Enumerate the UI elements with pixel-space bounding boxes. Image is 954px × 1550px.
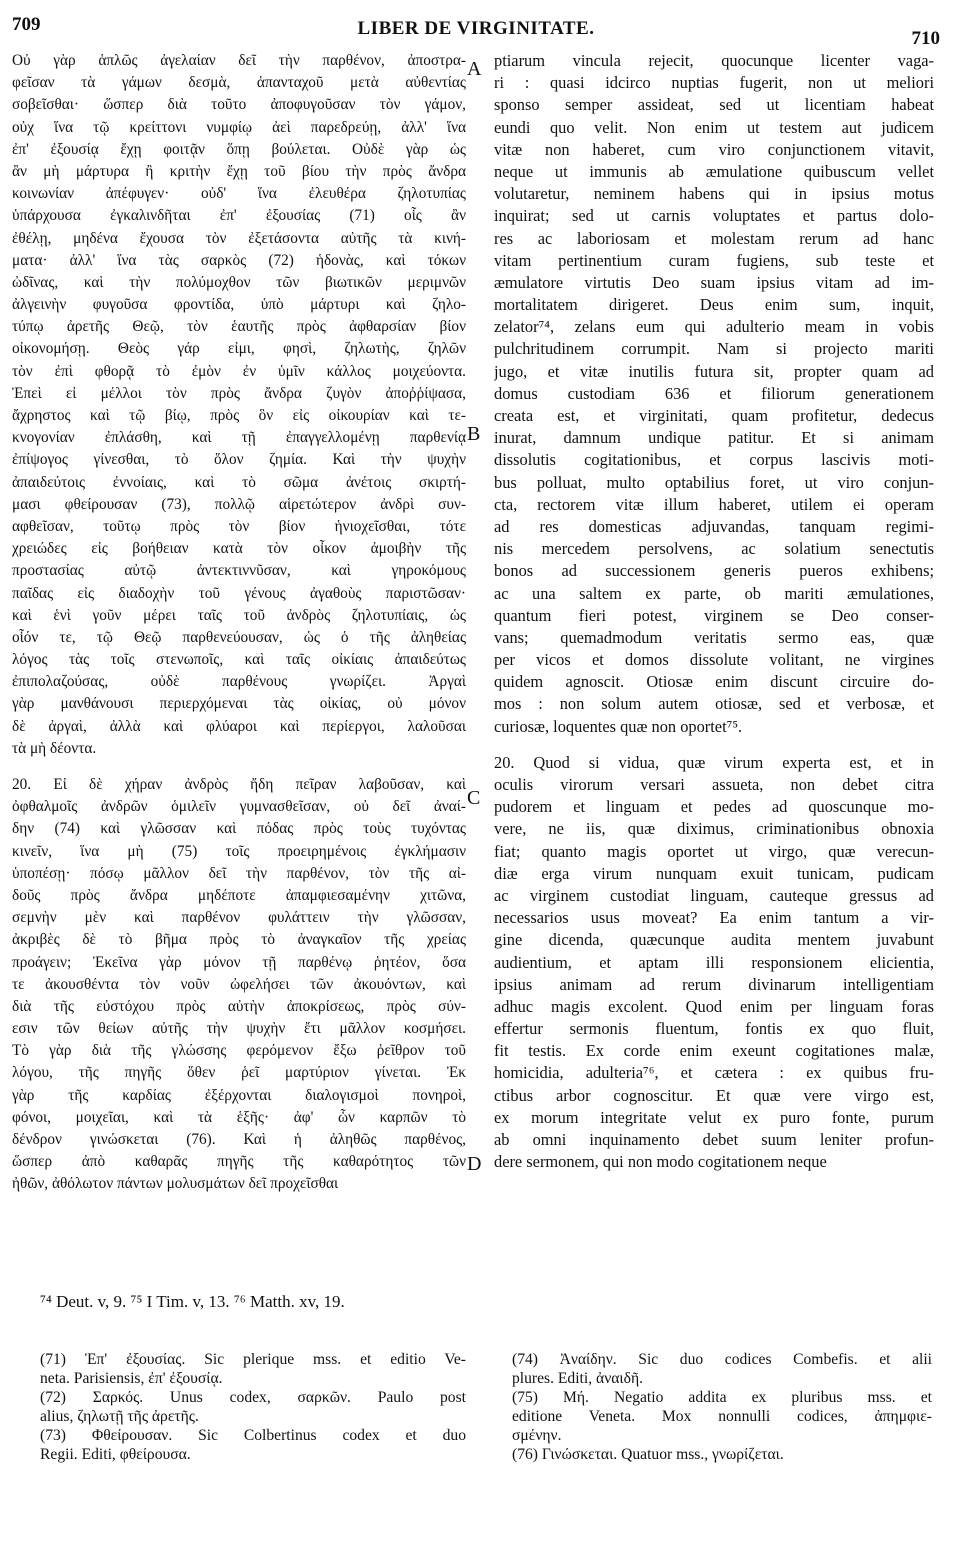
text-line: volutaretur, neminem habens qui in ipsius motus — [494, 184, 934, 204]
text-line: τε ἀκουσθέντα τὸν νοῦν ὠφελήσει τῶν ἀκουόντων, καὶ — [12, 975, 466, 993]
latin-column — [494, 50, 934, 1173]
text-line: μασι φθείρουσαν (73), πολλῷ αἱρετώτερον ἀνδρὶ συν- — [12, 495, 466, 513]
text-line: ἐθέλῃ, μηδένα ἔχουσα τὸν ἐξετάσοντα αὐτῆς τὰ κινή- — [12, 229, 466, 247]
text-line: bus polluat, multo optabilius foret, ut viro conjun- — [494, 472, 934, 492]
text-line: audientium, et aptam illi responsionem elicientia, — [494, 952, 934, 972]
text-line: ad res domesticas adjuvandas, tanquam regimi- — [494, 516, 934, 536]
running-header — [12, 10, 940, 48]
text-line: curiosæ, loquentes quæ non oportet⁷⁵. — [494, 716, 743, 736]
footnote-line: plures. Editi, ἀναιδῆ. — [512, 1370, 644, 1387]
text-line: γὰρ μανθάνουσι περιερχόμεναι τὰς οἰκίας, οὐ μόνον — [12, 695, 466, 713]
margin-letter-b: B — [467, 423, 481, 445]
text-line: αφθεῖσαν, τοῦτῳ πρὸς τὸν βίον ἡνιοχεῖσθαι, τότε — [12, 517, 466, 535]
text-line: ἀλγεινὴν φυγοῦσα φροντίδα, ὑπὸ μάρτυρι καὶ ζηλο- — [12, 296, 466, 314]
text-line: σοβεῖσθαι· ὥσπερ διὰ τοῦτο ἀποφυγοῦσαν τὸν γάμον, — [12, 96, 466, 114]
text-line: mortalitatem dirigeret. Deus enim sum, inquit, — [494, 295, 934, 315]
text-line: adhuc magis excolent. Quod enim per linguam foras — [494, 996, 934, 1016]
text-line: δην (74) καὶ γλῶσσαν καὶ πόδας πρὸς τοὺς τυχόντας — [12, 820, 466, 838]
text-line: φόνοι, μοιχεῖαι, καὶ τὰ ἑξῆς· ἀφ' ὧν καρπῶν τὸ — [12, 1108, 466, 1126]
text-line: jugo, et vitæ inutilis futura sit, propter quam ad — [494, 361, 934, 381]
text-line: per vicos et domos dissolute volitant, ne virgines — [494, 650, 934, 670]
text-line: effertur sermonis fluentum, fontis ex quo fluit, — [494, 1019, 934, 1039]
text-line: zelator⁷⁴, zelans eum qui adulterio meam in vobis — [494, 317, 934, 337]
text-line: τὸν ἐπὶ φθορᾷ τὸ ἐμὸν ἐν ὑμῖν κάλλος μοιχεύοντα. — [12, 362, 466, 380]
footnote-line: (71) Ἐπ' ἐξουσίας. Sic plerique mss. et editio Ve- — [40, 1351, 466, 1368]
text-line: ὑπάρχουσα ἐγκαλινδῆται ἐπ' ἐξουσίας (71) οἷς ἂν — [12, 207, 466, 225]
text-line: quantum fieri potest, virginem se Deo conser- — [494, 605, 934, 625]
text-line: oculis virorum versari assueta, non debet citra — [494, 775, 934, 794]
text-line: vere, ne iis, quæ diximus, criminationibus obnoxia — [494, 819, 934, 839]
text-line: ὀφθαλμοῖς ἀνδρῶν ὁμιλεῖν γυμνασθεῖσαν, οὐ δεῖ ἀναί- — [12, 798, 466, 816]
footnote-line: editione Veneta. Mox nonnulli codices, ἀπημφιε- — [512, 1408, 932, 1425]
text-line: dissolutis cogitationibus, et corpus lascivis moti- — [494, 450, 934, 470]
footnotes-left — [40, 1350, 466, 1464]
text-line: ipsius animam ad rerum divinarum intelligentiam — [494, 974, 934, 994]
text-line: neque ut immunis ab æmulatione quibuscum vellet — [494, 161, 934, 181]
page-number-left: 709 — [12, 14, 41, 35]
text-line: ἀπαιδεύτοις ἐννοίαις, καὶ τὸ σῶμα ἀνέτοις σκιρτή- — [12, 473, 466, 491]
text-line: κοινωνίαν ἀπέφυγεν· οὐδ' ἵνα ἐλευθέρα ζηλοτυπίας — [12, 185, 466, 203]
text-line: οὐχ ἵνα τῷ κρείττονι νυμφίῳ ἀεὶ παρεδρεύῃ, ἀλλ' ἵνα — [12, 118, 466, 136]
footnote-line: Regii. Editi, φθείρουσα. — [40, 1446, 191, 1463]
footnote-line: alius, ζηλωτῇ τῆς ἀρετῆς. — [40, 1408, 199, 1425]
margin-letter-c: C — [467, 787, 481, 809]
greek-column — [12, 50, 466, 1196]
text-line: Οὐ γὰρ ἁπλῶς ἀγελαίαν δεῖ τὴν παρθένον, ἀποστρα- — [12, 52, 466, 69]
text-line: ex morum integritate velut ex puro fonte, purum — [494, 1107, 934, 1127]
text-line: δένδρον γινώσκεται (76). Καὶ ἡ ἀληθῶς παρθένος, — [12, 1131, 466, 1148]
text-line: ptiarum vincula rejecit, quocunque licenter vaga- — [494, 51, 934, 70]
text-line: vitam pertinentium curam fugiens, sub teste et — [494, 250, 934, 270]
text-line: καὶ ἑνὶ γοῦν μέρει ταῖς τοῦ ἀνδρὸς ζηλοτυπίαις, ὡς — [12, 606, 466, 624]
text-line: δὲ ἀργαὶ, ἀλλὰ καὶ φλύαροι καὶ περίεργοι, λαλοῦσαι — [12, 717, 466, 735]
text-line: ἂν μὴ μάρτυρα ἢ κριτὴν ἔχῃ τοῦ βίου τὴν πρὸς ἄνδρα — [12, 162, 466, 180]
text-line: φεῖσαν τὰ γάμων δεσμὰ, ἁπανταχοῦ μετὰ αὐθεντίας — [12, 74, 466, 92]
footnote-line: (76) Γινώσκεται. Quatuor mss., γνωρίζεται. — [512, 1446, 784, 1463]
text-line: necessarios usus moveat? Ea enim tantum a vir- — [494, 908, 934, 928]
text-line: κινεῖν, ἵνα μὴ (75) τοῖς προειρημένοις ἐγκλήμασιν — [12, 842, 466, 860]
text-line: χρειώδες εἰς βοήθειαν κατὰ τὸν οἶκον ἀμοιβὴν τῆς — [12, 540, 466, 558]
footnote-line: (74) Ἀναίδην. Sic duo codices Combefis. et alii — [512, 1351, 932, 1368]
text-line: λόγος τὰς τοῖς στενωποῖς, καὶ ταῖς οἰκίαις ἀπαιδεύτως — [12, 651, 466, 669]
text-line: Τὸ γὰρ διὰ τῆς γλώσσης φερόμενον ἔξω ῥεῖθρον τοῦ — [12, 1042, 466, 1060]
text-line: dere sermonem, qui non modo cogitationem neque — [494, 1152, 827, 1172]
text-line: eundi quo velit. Non enim ut testem aut judicem — [494, 117, 934, 137]
text-line: mos : non solum autem otiosæ, sed et verbosæ, et — [494, 694, 934, 714]
text-line: διὰ τῆς εὐστόχου πρὸς αὐτὴν ἀποκρίσεως, πρὸς σύν- — [12, 997, 466, 1015]
footnotes-right — [512, 1350, 932, 1464]
text-line: pulchritudinem corrumpit. Nam si projecto mariti — [494, 339, 934, 359]
text-line: ab omni inquinamento debet suum leniter profun- — [494, 1130, 934, 1149]
text-line: diæ erga virum nunquam exuit tunicam, pudicam — [494, 863, 934, 883]
text-line: οἷόν τε, τῷ Θεῷ παρθενεύουσαν, ὡς ὁ τῆς ἀληθείας — [12, 628, 466, 646]
text-line: ὠδῖνας, καὶ τὴν πολύμοχθον τῶν βιωτικῶν μεριμνῶν — [12, 273, 466, 291]
text-line: οἰκονομήσῃ. Θεὸς γάρ εἰμι, φησὶ, ζηλωτὴς, ζηλῶν — [12, 340, 466, 358]
text-line: ὥσπερ ἀπὸ καθαρᾶς πηγῆς τῆς καθαρότητος τῶν — [12, 1153, 466, 1171]
text-line: sponso semper assideat, sed ut licentiam habeat — [494, 95, 934, 115]
text-line: ἠθῶν, ἀθόλωτον πάντων μολυσμάτων δεῖ προχεῖσθαι — [12, 1175, 339, 1193]
text-line: παῖδας εἰς διαδοχὴν τοῦ γένους ἀγαθοὺς παριστῶσαν· — [12, 584, 466, 602]
scripture-references: ⁷⁴ Deut. v, 9. ⁷⁵ I Tim. v, 13. ⁷⁶ Matth. xv, 19. — [40, 1292, 345, 1311]
text-line: κνογονίαν ἐπλάσθη, καὶ τῇ ἐπαγγελλομένῃ παρθενίᾳ — [12, 429, 466, 447]
text-line: ἐπ' ἐξουσίᾳ ἔχῃ φοιτᾷν ὅπῃ βούλεται. Οὐδὲ γὰρ ὡς — [12, 140, 466, 158]
footnote-line: (73) Φθείρουσαν. Sic Colbertinus codex et duo — [40, 1427, 466, 1444]
page-number-right: 710 — [911, 28, 940, 49]
text-line: vitæ non haberet, cum viro conjunctionem vitavit, — [494, 139, 934, 159]
text-line: ctibus arbor cognoscitur. Et quæ vere virgo est, — [494, 1085, 934, 1105]
text-line: εσιν τῶν θείων αὐτῆς τὴν ψυχὴν ἔτι μᾶλλον κοσμήσει. — [12, 1020, 466, 1038]
text-line: σεμνὴν μὲν καὶ παρθένον φυλάττειν τὴν γλῶσσαν, — [12, 909, 466, 927]
text-line: προστασίας αὐτῷ ἀντεκτιννῦσαν, καὶ γηροκόμους — [12, 562, 466, 580]
margin-letter-d: D — [467, 1153, 482, 1175]
text-line: γὰρ τῆς καρδίας ἐξέρχονται διαλογισμοὶ πονηροὶ, — [12, 1086, 466, 1104]
text-line: cta, rectorem vitæ illum haberet, utilem ei operam — [494, 494, 934, 514]
text-line: inquirat; sed ut carnis voluptates et partus dolo- — [494, 206, 934, 226]
text-line: nis mercedem persolvens, ac solatium senectutis — [494, 539, 934, 559]
text-line: 20. Εἰ δὲ χήραν ἀνδρὸς ἤδη πεῖραν λαβοῦσαν, καὶ — [12, 776, 466, 793]
text-line: inurat, damnum undique patitur. Et si animam — [494, 428, 934, 448]
text-line: res ac laboriosam et molestam rerum ad hanc — [494, 228, 934, 248]
text-line: ἐπιπολαζούσας, οὐδὲ παρθένους γνωρίζει. Ἀργαὶ — [12, 673, 466, 691]
text-line: creata est, et virginitati, quam profitetur, dedecus — [494, 406, 934, 425]
text-line: quidem agnoscit. Otiosæ enim discunt circuire do- — [494, 672, 934, 692]
running-title: LIBER DE VIRGINITATE. — [357, 18, 595, 39]
text-line: Ἐπεὶ εἰ μέλλοι τὸν πρὸς ἄνδρα ζυγὸν ἀποῤῥίψασα, — [12, 384, 466, 402]
text-line: bonos ad successionem generis pueros exhibens; — [494, 561, 934, 581]
text-line: ματα· ἀλλ' ἵνα τὰς σαρκὸς (72) ἡδονὰς, καὶ τόκων — [12, 251, 466, 269]
text-line: fit testis. Ex corde enim exeunt cogitationes malæ, — [494, 1041, 934, 1061]
text-line: æmulatore virtutis Deo suam ipsius vitam ad im- — [494, 272, 934, 292]
margin-letter-a: A — [467, 58, 482, 80]
text-line: ἄχρηστος καὶ τῷ βίῳ, πρὸς ὃν εἰς οἰκουρίαν καὶ τε- — [12, 407, 466, 424]
text-line: ὑποπέσῃ· πόσῳ μᾶλλον δεῖ τὴν παρθένον, τὸν τῆς αἰ- — [12, 864, 466, 882]
text-line: ac virginem custodiat linguam, cauteque gressus ad — [494, 885, 934, 905]
text-line: ac una saltem ex parte, ob mariti æmulationes, — [494, 583, 934, 603]
footnote-line: (75) Μή. Negatio addita ex pluribus mss. et — [512, 1389, 932, 1406]
text-line: pudorem et linguam et pedes ad quoscunque mo- — [494, 797, 934, 817]
text-line: ἀκριβὲς δὲ τὸ βῆμα πρὸς τὸ ἀναγκαῖον τῆς χρείας — [12, 931, 466, 949]
text-line: 20. Quod si vidua, quæ virum experta est, et in — [494, 752, 934, 772]
text-line: vans; quemadmodum veritatis sermo eas, quæ — [494, 627, 934, 647]
text-line: fiat; quanto magis oportet ut virgo, quæ verecun- — [494, 841, 934, 861]
text-line: λόγου, τῆς πηγῆς ὅθεν ῥεῖ μαρτύριον γίνεται. Ἐκ — [12, 1064, 466, 1082]
text-line: domus custodiam 636 et filiorum generationem — [494, 383, 934, 403]
footnote-line: σμένην. — [512, 1427, 562, 1444]
text-line: τύπῳ ἀρετῆς Θεῷ, τὸν ἑαυτῆς πρὸς ἀφθαρσίαν βίον — [12, 318, 466, 336]
footnote-line: (72) Σαρκός. Unus codex, σαρκῶν. Paulo post — [40, 1389, 466, 1406]
footnote-line: neta. Parisiensis, ἐπ' ἐξουσίᾳ. — [40, 1370, 223, 1387]
text-line: προάγειν; Ἐκεῖνα γὰρ μόνον τῇ παρθένῳ ῥητέον, ὅσα — [12, 953, 466, 971]
text-line: δοῦς πρὸς ἄνδρα μηδέποτε ἀπαμφιεσαμένην χιτῶνα, — [12, 886, 466, 904]
text-line: homicidia, adulteria⁷⁶, et cætera : ex quibus fru- — [494, 1063, 934, 1083]
text-line: ἐπίψογος γίνεσθαι, τὸ ὅλον ζημία. Καὶ τὴν ψυχὴν — [12, 451, 466, 469]
text-line: gine dicenda, quæcunque audita mentem juvabunt — [494, 930, 934, 950]
text-line: τὰ μὴ δέοντα. — [12, 739, 97, 757]
text-line: ri : quasi idcirco nuptias fugerit, non ut meliori — [494, 73, 934, 93]
